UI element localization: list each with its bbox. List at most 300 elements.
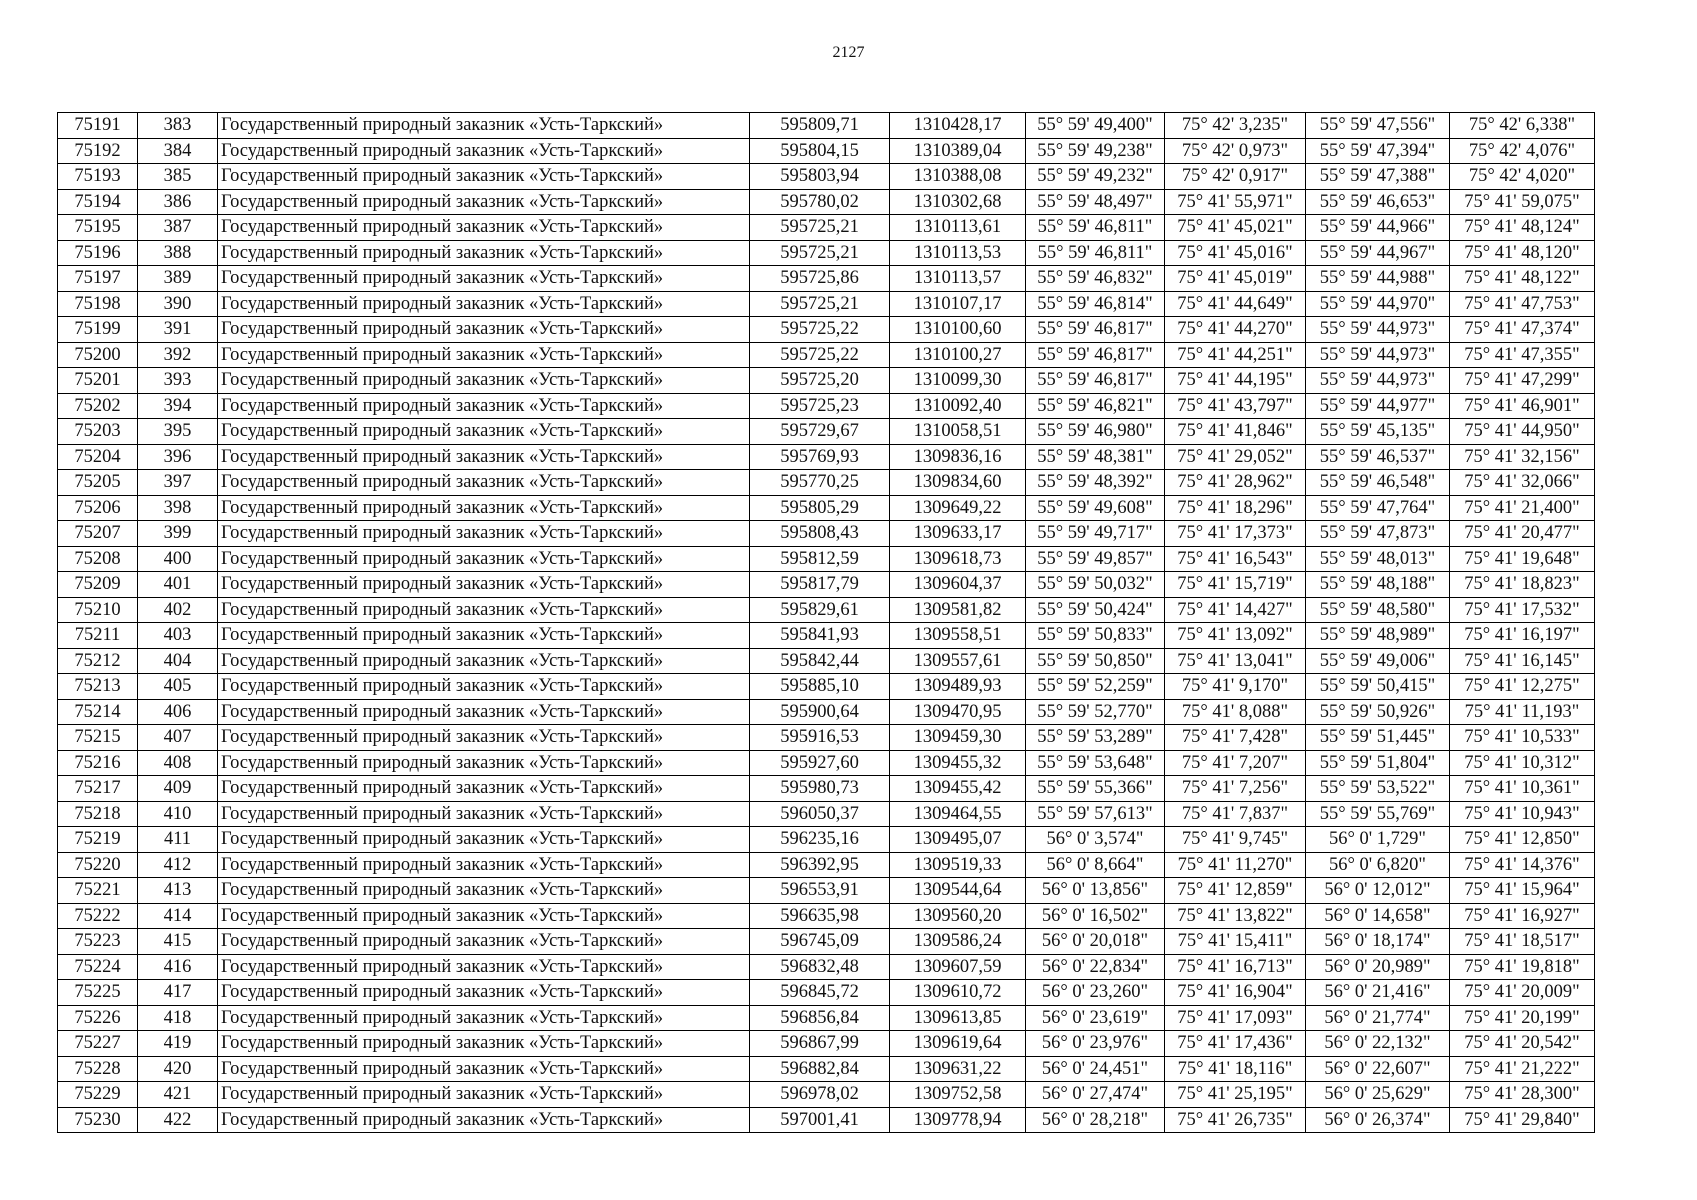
- table-row: [58, 266, 1595, 292]
- cell-coord-y: 1310428,17: [890, 113, 1026, 139]
- cell-longitude-1: 75° 41' 13,092": [1165, 623, 1306, 649]
- cell-longitude-2: 75° 41' 18,823": [1450, 572, 1595, 598]
- cell-point-number: 398: [138, 495, 218, 521]
- cell-longitude-1: 75° 41' 44,195": [1165, 368, 1306, 394]
- cell-longitude-1: 75° 41' 17,436": [1165, 1031, 1306, 1057]
- cell-record-number: 75202: [58, 393, 138, 419]
- cell-point-number: 412: [138, 852, 218, 878]
- cell-latitude-2: 55° 59' 45,135": [1306, 419, 1450, 445]
- cell-latitude-1: 55° 59' 50,032": [1026, 572, 1165, 598]
- cell-record-number: 75197: [58, 266, 138, 292]
- cell-coord-x: 595729,67: [750, 419, 890, 445]
- cell-territory-name: Государственный природный заказник «Усть-Таркский»: [218, 980, 750, 1006]
- table-row: [58, 521, 1595, 547]
- cell-coord-x: 595725,86: [750, 266, 890, 292]
- cell-longitude-2: 75° 41' 29,840": [1450, 1107, 1595, 1133]
- cell-longitude-2: 75° 41' 19,818": [1450, 954, 1595, 980]
- cell-record-number: 75226: [58, 1005, 138, 1031]
- cell-coord-y: 1309778,94: [890, 1107, 1026, 1133]
- cell-coord-x: 595725,23: [750, 393, 890, 419]
- cell-point-number: 392: [138, 342, 218, 368]
- cell-longitude-2: 75° 41' 47,374": [1450, 317, 1595, 343]
- cell-longitude-2: 75° 41' 21,222": [1450, 1056, 1595, 1082]
- page-number: 2127: [832, 44, 865, 61]
- cell-longitude-2: 75° 41' 47,753": [1450, 291, 1595, 317]
- cell-longitude-1: 75° 41' 7,428": [1165, 725, 1306, 751]
- cell-territory-name: Государственный природный заказник «Усть-Таркский»: [218, 572, 750, 598]
- cell-coord-x: 595725,21: [750, 240, 890, 266]
- cell-record-number: 75210: [58, 597, 138, 623]
- cell-point-number: 418: [138, 1005, 218, 1031]
- cell-coord-y: 1310100,60: [890, 317, 1026, 343]
- cell-longitude-1: 75° 41' 7,207": [1165, 750, 1306, 776]
- cell-longitude-1: 75° 41' 44,649": [1165, 291, 1306, 317]
- cell-coord-y: 1309489,93: [890, 674, 1026, 700]
- cell-latitude-1: 55° 59' 48,381": [1026, 444, 1165, 470]
- cell-coord-y: 1309752,58: [890, 1082, 1026, 1108]
- cell-longitude-2: 75° 41' 10,361": [1450, 776, 1595, 802]
- cell-territory-name: Государственный природный заказник «Усть-Таркский»: [218, 725, 750, 751]
- coordinates-table: [57, 112, 1595, 1133]
- cell-record-number: 75224: [58, 954, 138, 980]
- cell-latitude-1: 55° 59' 49,232": [1026, 164, 1165, 190]
- cell-latitude-1: 55° 59' 52,259": [1026, 674, 1165, 700]
- cell-record-number: 75207: [58, 521, 138, 547]
- cell-coord-x: 595725,21: [750, 215, 890, 241]
- cell-coord-y: 1310058,51: [890, 419, 1026, 445]
- cell-latitude-1: 55° 59' 53,648": [1026, 750, 1165, 776]
- table-row: [58, 929, 1595, 955]
- cell-latitude-1: 56° 0' 3,574": [1026, 827, 1165, 853]
- cell-latitude-1: 55° 59' 46,832": [1026, 266, 1165, 292]
- cell-coord-x: 595725,21: [750, 291, 890, 317]
- cell-coord-x: 595885,10: [750, 674, 890, 700]
- cell-record-number: 75201: [58, 368, 138, 394]
- table-row: [58, 1107, 1595, 1133]
- cell-territory-name: Государственный природный заказник «Усть-Таркский»: [218, 776, 750, 802]
- cell-record-number: 75220: [58, 852, 138, 878]
- cell-coord-y: 1309560,20: [890, 903, 1026, 929]
- cell-latitude-1: 55° 59' 50,833": [1026, 623, 1165, 649]
- cell-point-number: 396: [138, 444, 218, 470]
- cell-longitude-2: 75° 41' 17,532": [1450, 597, 1595, 623]
- cell-territory-name: Государственный природный заказник «Усть-Таркский»: [218, 240, 750, 266]
- cell-longitude-2: 75° 41' 16,927": [1450, 903, 1595, 929]
- cell-coord-x: 595842,44: [750, 648, 890, 674]
- cell-longitude-2: 75° 42' 4,076": [1450, 138, 1595, 164]
- cell-coord-x: 596882,84: [750, 1056, 890, 1082]
- cell-point-number: 408: [138, 750, 218, 776]
- cell-longitude-2: 75° 41' 16,197": [1450, 623, 1595, 649]
- cell-coord-x: 596392,95: [750, 852, 890, 878]
- cell-point-number: 383: [138, 113, 218, 139]
- table-body: [58, 113, 1595, 1133]
- cell-coord-x: 595725,22: [750, 317, 890, 343]
- cell-longitude-2: 75° 41' 14,376": [1450, 852, 1595, 878]
- table-row: [58, 750, 1595, 776]
- cell-latitude-2: 55° 59' 44,970": [1306, 291, 1450, 317]
- cell-longitude-1: 75° 41' 15,411": [1165, 929, 1306, 955]
- cell-point-number: 403: [138, 623, 218, 649]
- cell-coord-y: 1309604,37: [890, 572, 1026, 598]
- cell-latitude-2: 56° 0' 22,132": [1306, 1031, 1450, 1057]
- cell-latitude-1: 56° 0' 8,664": [1026, 852, 1165, 878]
- cell-longitude-1: 75° 41' 9,170": [1165, 674, 1306, 700]
- cell-longitude-1: 75° 41' 16,713": [1165, 954, 1306, 980]
- cell-coord-y: 1309459,30: [890, 725, 1026, 751]
- cell-longitude-2: 75° 41' 46,901": [1450, 393, 1595, 419]
- cell-territory-name: Государственный природный заказник «Усть-Таркский»: [218, 470, 750, 496]
- cell-point-number: 405: [138, 674, 218, 700]
- cell-territory-name: Государственный природный заказник «Усть-Таркский»: [218, 750, 750, 776]
- cell-point-number: 391: [138, 317, 218, 343]
- cell-point-number: 386: [138, 189, 218, 215]
- table-row: [58, 725, 1595, 751]
- cell-record-number: 75198: [58, 291, 138, 317]
- cell-longitude-1: 75° 41' 17,373": [1165, 521, 1306, 547]
- cell-longitude-2: 75° 41' 19,648": [1450, 546, 1595, 572]
- cell-longitude-1: 75° 41' 12,859": [1165, 878, 1306, 904]
- cell-latitude-1: 56° 0' 23,260": [1026, 980, 1165, 1006]
- cell-latitude-1: 55° 59' 49,608": [1026, 495, 1165, 521]
- cell-longitude-2: 75° 41' 32,156": [1450, 444, 1595, 470]
- table-row: [58, 240, 1595, 266]
- cell-longitude-1: 75° 42' 0,973": [1165, 138, 1306, 164]
- cell-latitude-2: 56° 0' 21,774": [1306, 1005, 1450, 1031]
- table-row: [58, 699, 1595, 725]
- table-row: [58, 597, 1595, 623]
- table-row: [58, 648, 1595, 674]
- cell-coord-x: 595725,20: [750, 368, 890, 394]
- cell-longitude-2: 75° 41' 20,009": [1450, 980, 1595, 1006]
- cell-longitude-1: 75° 41' 13,822": [1165, 903, 1306, 929]
- cell-coord-y: 1309649,22: [890, 495, 1026, 521]
- cell-record-number: 75199: [58, 317, 138, 343]
- cell-coord-x: 596635,98: [750, 903, 890, 929]
- cell-record-number: 75212: [58, 648, 138, 674]
- cell-longitude-2: 75° 41' 47,355": [1450, 342, 1595, 368]
- cell-latitude-2: 56° 0' 25,629": [1306, 1082, 1450, 1108]
- cell-record-number: 75214: [58, 699, 138, 725]
- cell-point-number: 397: [138, 470, 218, 496]
- cell-latitude-2: 56° 0' 1,729": [1306, 827, 1450, 853]
- cell-coord-y: 1309836,16: [890, 444, 1026, 470]
- cell-coord-y: 1309519,33: [890, 852, 1026, 878]
- table-row: [58, 954, 1595, 980]
- cell-coord-y: 1309586,24: [890, 929, 1026, 955]
- cell-territory-name: Государственный природный заказник «Усть-Таркский»: [218, 317, 750, 343]
- table-row: [58, 1056, 1595, 1082]
- cell-territory-name: Государственный природный заказник «Усть-Таркский»: [218, 546, 750, 572]
- cell-point-number: 404: [138, 648, 218, 674]
- cell-coord-y: 1310389,04: [890, 138, 1026, 164]
- cell-longitude-1: 75° 41' 11,270": [1165, 852, 1306, 878]
- cell-latitude-2: 56° 0' 21,416": [1306, 980, 1450, 1006]
- cell-coord-x: 596856,84: [750, 1005, 890, 1031]
- cell-territory-name: Государственный природный заказник «Усть-Таркский»: [218, 623, 750, 649]
- cell-coord-x: 595927,60: [750, 750, 890, 776]
- cell-territory-name: Государственный природный заказник «Усть-Таркский»: [218, 393, 750, 419]
- cell-coord-x: 595803,94: [750, 164, 890, 190]
- cell-longitude-1: 75° 41' 16,543": [1165, 546, 1306, 572]
- cell-territory-name: Государственный природный заказник «Усть-Таркский»: [218, 699, 750, 725]
- cell-longitude-2: 75° 41' 32,066": [1450, 470, 1595, 496]
- table-row: [58, 674, 1595, 700]
- cell-record-number: 75208: [58, 546, 138, 572]
- cell-coord-y: 1309455,32: [890, 750, 1026, 776]
- cell-latitude-2: 56° 0' 12,012": [1306, 878, 1450, 904]
- cell-latitude-2: 55° 59' 44,973": [1306, 368, 1450, 394]
- cell-latitude-2: 55° 59' 47,388": [1306, 164, 1450, 190]
- cell-point-number: 417: [138, 980, 218, 1006]
- cell-record-number: 75228: [58, 1056, 138, 1082]
- cell-coord-x: 595809,71: [750, 113, 890, 139]
- cell-latitude-2: 55° 59' 46,653": [1306, 189, 1450, 215]
- cell-longitude-2: 75° 41' 59,075": [1450, 189, 1595, 215]
- cell-latitude-2: 55° 59' 55,769": [1306, 801, 1450, 827]
- cell-coord-y: 1310099,30: [890, 368, 1026, 394]
- cell-latitude-2: 55° 59' 50,415": [1306, 674, 1450, 700]
- cell-territory-name: Государственный природный заказник «Усть-Таркский»: [218, 878, 750, 904]
- cell-point-number: 387: [138, 215, 218, 241]
- cell-coord-y: 1309618,73: [890, 546, 1026, 572]
- cell-coord-x: 596745,09: [750, 929, 890, 955]
- cell-longitude-1: 75° 41' 15,719": [1165, 572, 1306, 598]
- cell-territory-name: Государственный природный заказник «Усть-Таркский»: [218, 801, 750, 827]
- table-row: [58, 138, 1595, 164]
- cell-longitude-1: 75° 41' 29,052": [1165, 444, 1306, 470]
- cell-coord-y: 1309557,61: [890, 648, 1026, 674]
- cell-record-number: 75211: [58, 623, 138, 649]
- cell-latitude-2: 55° 59' 46,537": [1306, 444, 1450, 470]
- cell-coord-y: 1309464,55: [890, 801, 1026, 827]
- cell-coord-y: 1310113,57: [890, 266, 1026, 292]
- cell-coord-x: 595770,25: [750, 470, 890, 496]
- cell-latitude-1: 55° 59' 50,850": [1026, 648, 1165, 674]
- cell-latitude-1: 56° 0' 20,018": [1026, 929, 1165, 955]
- table-row: [58, 215, 1595, 241]
- cell-longitude-1: 75° 41' 45,021": [1165, 215, 1306, 241]
- cell-point-number: 385: [138, 164, 218, 190]
- cell-record-number: 75222: [58, 903, 138, 929]
- table-row: [58, 444, 1595, 470]
- table-row: [58, 113, 1595, 139]
- cell-longitude-1: 75° 41' 13,041": [1165, 648, 1306, 674]
- cell-territory-name: Государственный природный заказник «Усть-Таркский»: [218, 291, 750, 317]
- cell-point-number: 393: [138, 368, 218, 394]
- cell-latitude-1: 55° 59' 46,980": [1026, 419, 1165, 445]
- cell-latitude-2: 55° 59' 44,973": [1306, 317, 1450, 343]
- table-row: [58, 572, 1595, 598]
- cell-longitude-2: 75° 41' 10,312": [1450, 750, 1595, 776]
- cell-coord-y: 1309455,42: [890, 776, 1026, 802]
- cell-record-number: 75209: [58, 572, 138, 598]
- cell-longitude-1: 75° 41' 41,846": [1165, 419, 1306, 445]
- cell-territory-name: Государственный природный заказник «Усть-Таркский»: [218, 495, 750, 521]
- cell-coord-x: 595805,29: [750, 495, 890, 521]
- cell-record-number: 75203: [58, 419, 138, 445]
- cell-longitude-1: 75° 41' 8,088": [1165, 699, 1306, 725]
- table-row: [58, 342, 1595, 368]
- cell-latitude-1: 55° 59' 50,424": [1026, 597, 1165, 623]
- cell-coord-y: 1309834,60: [890, 470, 1026, 496]
- cell-point-number: 390: [138, 291, 218, 317]
- cell-territory-name: Государственный природный заказник «Усть-Таркский»: [218, 1107, 750, 1133]
- cell-latitude-2: 55° 59' 47,764": [1306, 495, 1450, 521]
- cell-latitude-2: 55° 59' 48,989": [1306, 623, 1450, 649]
- cell-point-number: 388: [138, 240, 218, 266]
- cell-coord-x: 595916,53: [750, 725, 890, 751]
- cell-latitude-1: 56° 0' 24,451": [1026, 1056, 1165, 1082]
- cell-territory-name: Государственный природный заказник «Усть-Таркский»: [218, 597, 750, 623]
- table-row: [58, 393, 1595, 419]
- cell-territory-name: Государственный природный заказник «Усть-Таркский»: [218, 419, 750, 445]
- cell-point-number: 389: [138, 266, 218, 292]
- cell-coord-x: 595829,61: [750, 597, 890, 623]
- cell-territory-name: Государственный природный заказник «Усть-Таркский»: [218, 368, 750, 394]
- cell-territory-name: Государственный природный заказник «Усть-Таркский»: [218, 1005, 750, 1031]
- cell-longitude-2: 75° 41' 44,950": [1450, 419, 1595, 445]
- cell-latitude-1: 56° 0' 16,502": [1026, 903, 1165, 929]
- cell-latitude-2: 55° 59' 48,580": [1306, 597, 1450, 623]
- cell-coord-y: 1309495,07: [890, 827, 1026, 853]
- table-row: [58, 419, 1595, 445]
- cell-coord-y: 1309544,64: [890, 878, 1026, 904]
- cell-territory-name: Государственный природный заказник «Усть-Таркский»: [218, 1082, 750, 1108]
- cell-coord-x: 595769,93: [750, 444, 890, 470]
- cell-coord-x: 595808,43: [750, 521, 890, 547]
- cell-longitude-2: 75° 41' 10,533": [1450, 725, 1595, 751]
- cell-longitude-1: 75° 41' 25,195": [1165, 1082, 1306, 1108]
- cell-longitude-2: 75° 41' 28,300": [1450, 1082, 1595, 1108]
- cell-longitude-1: 75° 41' 44,270": [1165, 317, 1306, 343]
- cell-latitude-2: 55° 59' 50,926": [1306, 699, 1450, 725]
- cell-point-number: 410: [138, 801, 218, 827]
- cell-territory-name: Государственный природный заказник «Усть-Таркский»: [218, 954, 750, 980]
- cell-latitude-2: 55° 59' 44,988": [1306, 266, 1450, 292]
- cell-record-number: 75196: [58, 240, 138, 266]
- cell-record-number: 75195: [58, 215, 138, 241]
- cell-longitude-2: 75° 41' 15,964": [1450, 878, 1595, 904]
- cell-record-number: 75221: [58, 878, 138, 904]
- cell-latitude-2: 56° 0' 26,374": [1306, 1107, 1450, 1133]
- cell-longitude-2: 75° 41' 48,122": [1450, 266, 1595, 292]
- cell-latitude-2: 56° 0' 22,607": [1306, 1056, 1450, 1082]
- cell-latitude-1: 55° 59' 46,817": [1026, 368, 1165, 394]
- cell-territory-name: Государственный природный заказник «Усть-Таркский»: [218, 164, 750, 190]
- cell-territory-name: Государственный природный заказник «Усть-Таркский»: [218, 215, 750, 241]
- cell-territory-name: Государственный природный заказник «Усть-Таркский»: [218, 827, 750, 853]
- cell-latitude-1: 56° 0' 13,856": [1026, 878, 1165, 904]
- cell-point-number: 406: [138, 699, 218, 725]
- cell-latitude-1: 56° 0' 23,619": [1026, 1005, 1165, 1031]
- cell-point-number: 394: [138, 393, 218, 419]
- cell-coord-y: 1309607,59: [890, 954, 1026, 980]
- cell-longitude-1: 75° 41' 14,427": [1165, 597, 1306, 623]
- cell-coord-x: 595841,93: [750, 623, 890, 649]
- cell-latitude-1: 55° 59' 49,857": [1026, 546, 1165, 572]
- cell-longitude-2: 75° 41' 21,400": [1450, 495, 1595, 521]
- cell-coord-y: 1309470,95: [890, 699, 1026, 725]
- cell-latitude-2: 56° 0' 14,658": [1306, 903, 1450, 929]
- cell-longitude-1: 75° 41' 18,296": [1165, 495, 1306, 521]
- table-row: [58, 878, 1595, 904]
- cell-coord-y: 1309610,72: [890, 980, 1026, 1006]
- cell-latitude-2: 55° 59' 48,188": [1306, 572, 1450, 598]
- cell-point-number: 411: [138, 827, 218, 853]
- cell-longitude-2: 75° 42' 6,338": [1450, 113, 1595, 139]
- cell-coord-y: 1310113,61: [890, 215, 1026, 241]
- cell-point-number: 401: [138, 572, 218, 598]
- cell-coord-x: 595817,79: [750, 572, 890, 598]
- cell-point-number: 414: [138, 903, 218, 929]
- cell-latitude-1: 56° 0' 28,218": [1026, 1107, 1165, 1133]
- cell-latitude-1: 55° 59' 57,613": [1026, 801, 1165, 827]
- cell-latitude-1: 55° 59' 53,289": [1026, 725, 1165, 751]
- cell-coord-x: 596832,48: [750, 954, 890, 980]
- table-row: [58, 495, 1595, 521]
- cell-record-number: 75225: [58, 980, 138, 1006]
- cell-longitude-2: 75° 41' 12,850": [1450, 827, 1595, 853]
- table-row: [58, 776, 1595, 802]
- cell-territory-name: Государственный природный заказник «Усть-Таркский»: [218, 852, 750, 878]
- cell-latitude-1: 56° 0' 27,474": [1026, 1082, 1165, 1108]
- cell-territory-name: Государственный природный заказник «Усть-Таркский»: [218, 521, 750, 547]
- cell-coord-x: 596235,16: [750, 827, 890, 853]
- cell-record-number: 75216: [58, 750, 138, 776]
- cell-latitude-2: 55° 59' 51,804": [1306, 750, 1450, 776]
- table-row: [58, 164, 1595, 190]
- table-row: [58, 903, 1595, 929]
- cell-longitude-1: 75° 41' 7,256": [1165, 776, 1306, 802]
- cell-coord-y: 1309613,85: [890, 1005, 1026, 1031]
- cell-longitude-1: 75° 41' 28,962": [1165, 470, 1306, 496]
- cell-longitude-1: 75° 42' 0,917": [1165, 164, 1306, 190]
- cell-point-number: 400: [138, 546, 218, 572]
- cell-latitude-1: 55° 59' 52,770": [1026, 699, 1165, 725]
- cell-latitude-2: 55° 59' 47,873": [1306, 521, 1450, 547]
- table-row: [58, 1082, 1595, 1108]
- cell-latitude-1: 55° 59' 49,400": [1026, 113, 1165, 139]
- cell-point-number: 402: [138, 597, 218, 623]
- cell-record-number: 75194: [58, 189, 138, 215]
- cell-territory-name: Государственный природный заказник «Усть-Таркский»: [218, 1031, 750, 1057]
- cell-record-number: 75193: [58, 164, 138, 190]
- cell-coord-x: 596867,99: [750, 1031, 890, 1057]
- cell-territory-name: Государственный природный заказник «Усть-Таркский»: [218, 342, 750, 368]
- cell-coord-x: 596978,02: [750, 1082, 890, 1108]
- cell-record-number: 75205: [58, 470, 138, 496]
- cell-latitude-2: 55° 59' 53,522": [1306, 776, 1450, 802]
- cell-record-number: 75215: [58, 725, 138, 751]
- cell-latitude-1: 56° 0' 23,976": [1026, 1031, 1165, 1057]
- cell-territory-name: Государственный природный заказник «Усть-Таркский»: [218, 138, 750, 164]
- cell-latitude-1: 55° 59' 48,497": [1026, 189, 1165, 215]
- cell-longitude-2: 75° 41' 48,124": [1450, 215, 1595, 241]
- cell-territory-name: Государственный природный заказник «Усть-Таркский»: [218, 648, 750, 674]
- table-row: [58, 827, 1595, 853]
- cell-coord-y: 1310388,08: [890, 164, 1026, 190]
- cell-longitude-1: 75° 41' 55,971": [1165, 189, 1306, 215]
- cell-record-number: 75223: [58, 929, 138, 955]
- cell-longitude-1: 75° 41' 17,093": [1165, 1005, 1306, 1031]
- cell-territory-name: Государственный природный заказник «Усть-Таркский»: [218, 113, 750, 139]
- cell-territory-name: Государственный природный заказник «Усть-Таркский»: [218, 903, 750, 929]
- cell-point-number: 422: [138, 1107, 218, 1133]
- cell-longitude-2: 75° 41' 16,145": [1450, 648, 1595, 674]
- table-row: [58, 623, 1595, 649]
- cell-longitude-2: 75° 42' 4,020": [1450, 164, 1595, 190]
